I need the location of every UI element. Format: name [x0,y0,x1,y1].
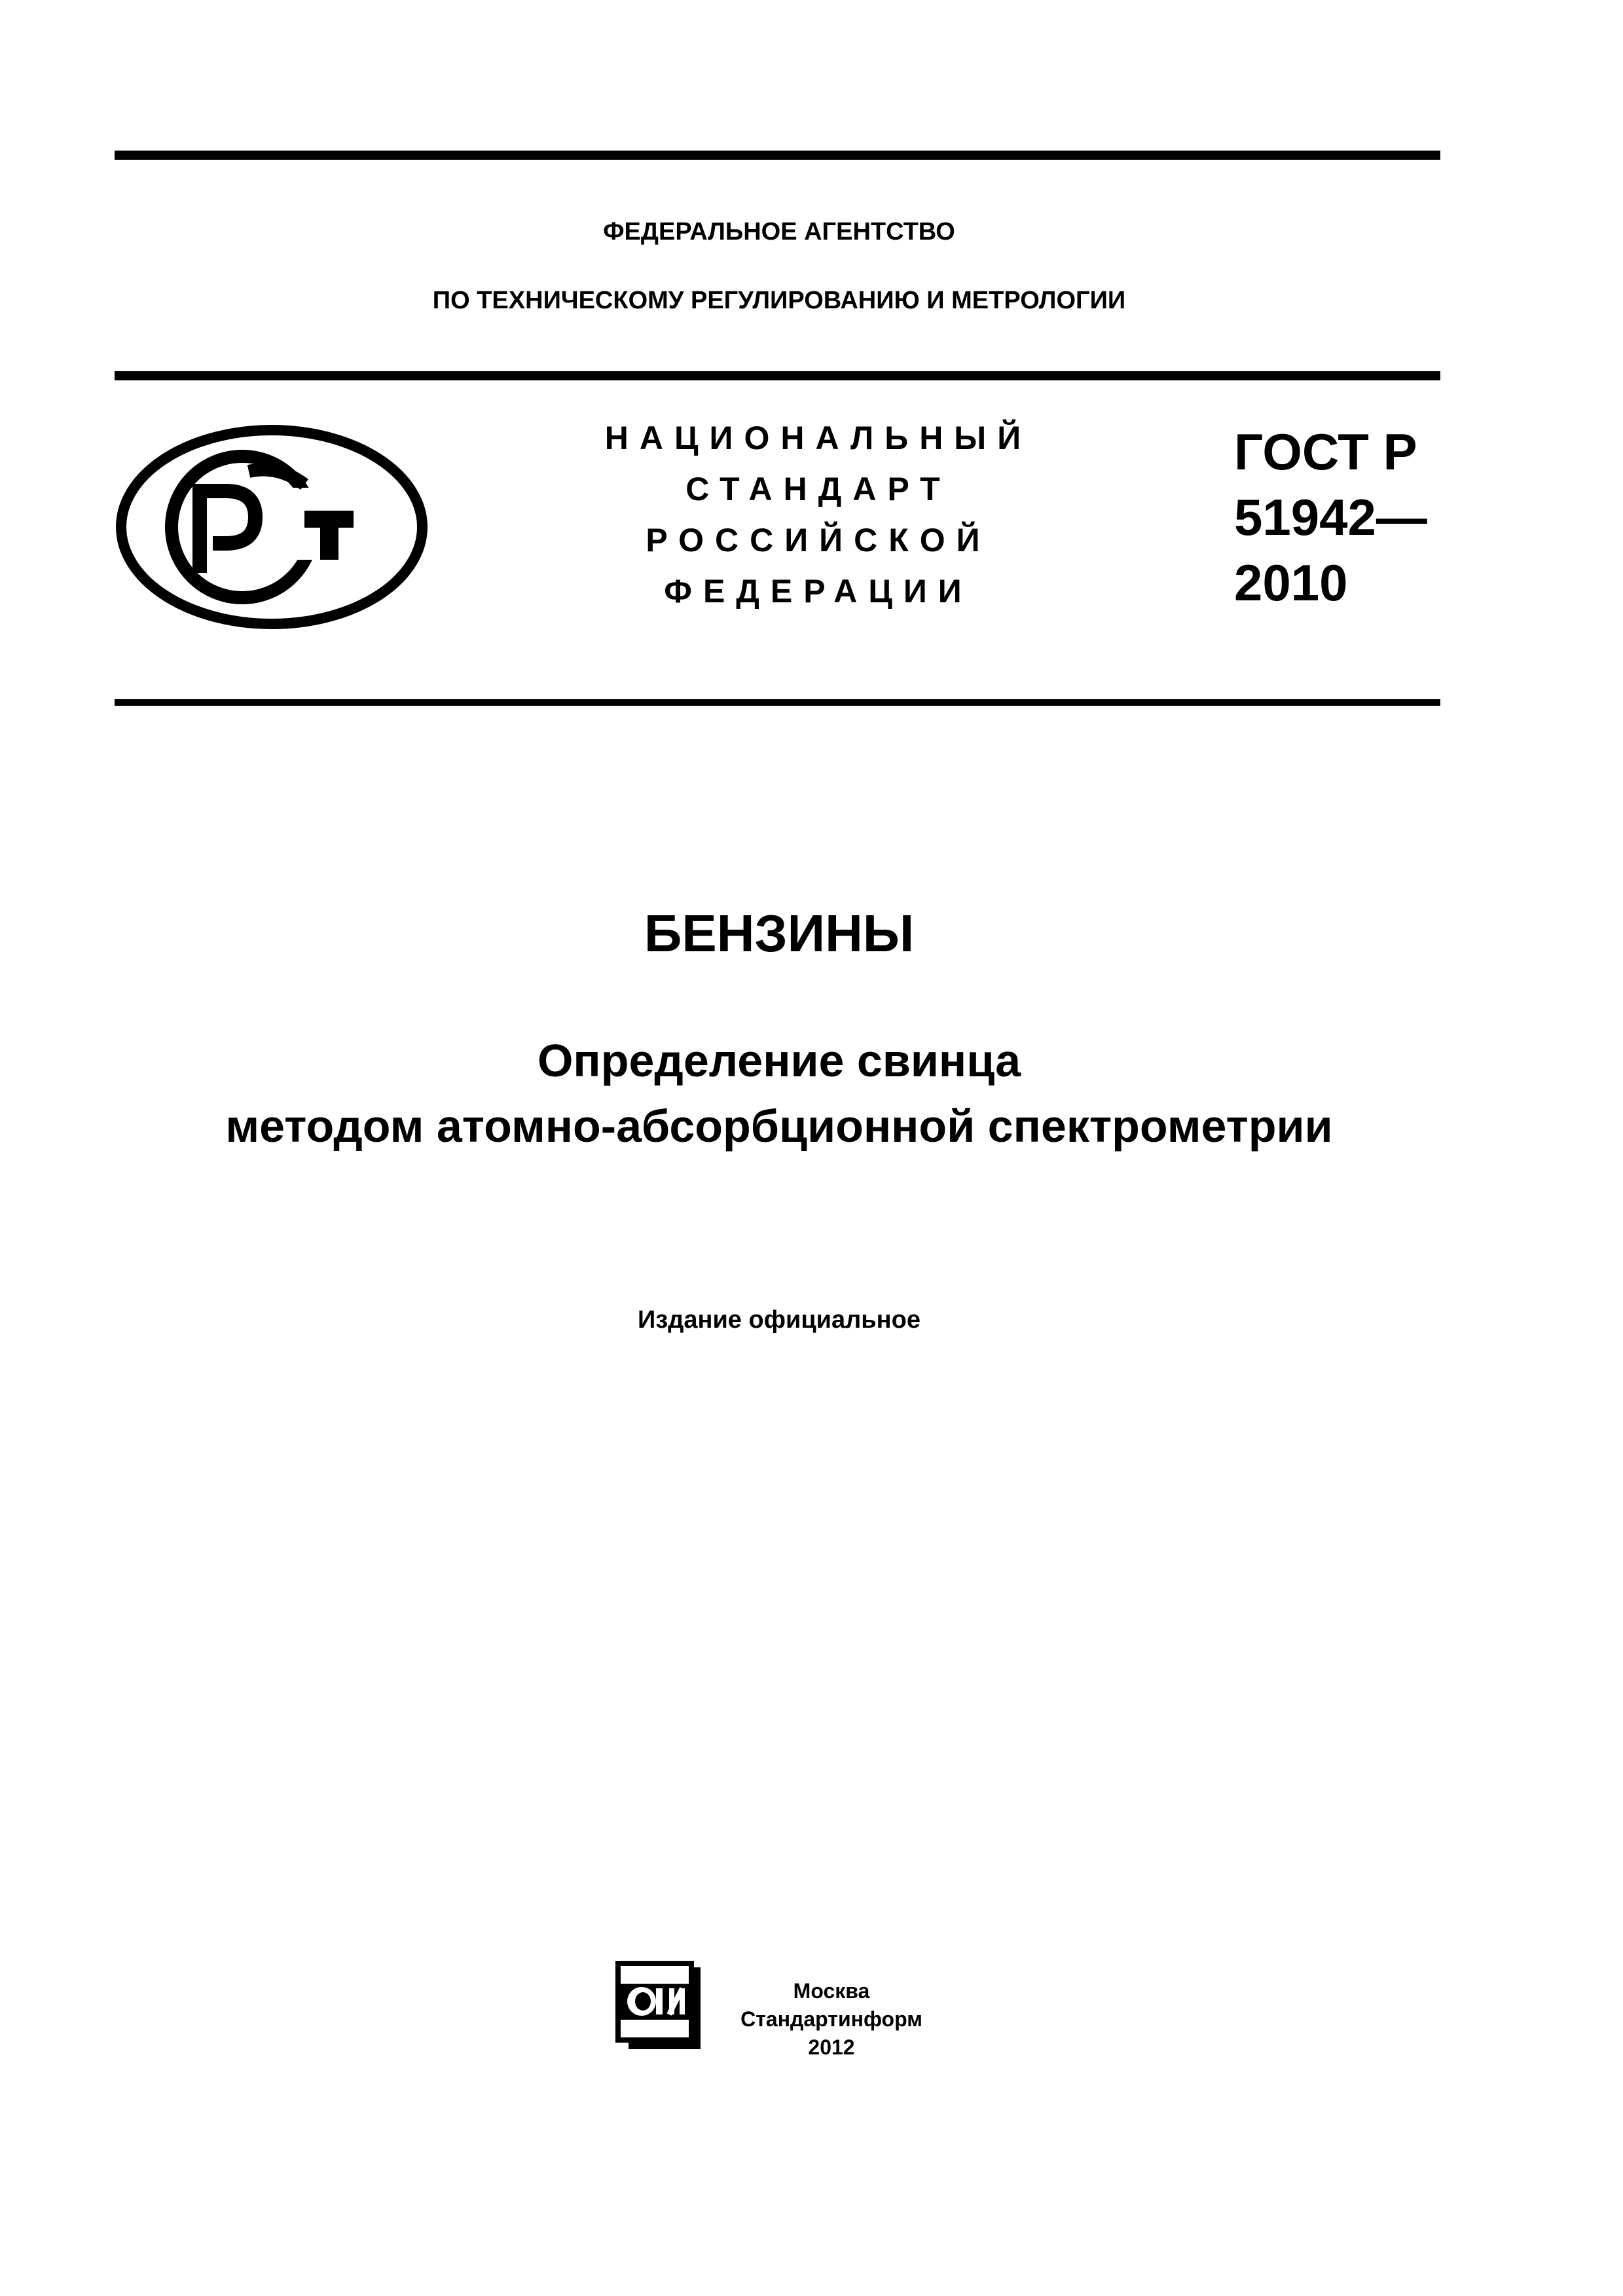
agency-line-2: ПО ТЕХНИЧЕСКОМУ РЕГУЛИРОВАНИЮ И МЕТРОЛОГИИ [432,287,1126,314]
national-standard-line-4: ФЕДЕРАЦИИ [664,573,973,610]
document-subtitle-line-2: методом атомно-абсорбционной спектрометрии [225,1101,1333,1152]
publisher-name: Стандартинформ [740,2007,922,2031]
edition-label: Издание официальное [638,1306,921,1334]
publisher-city: Москва [793,1979,870,2003]
document-title: БЕНЗИНЫ [644,904,915,962]
national-standard-line-2: СТАНДАРТ [685,471,951,507]
top-rule [115,151,1440,160]
standard-designation-line-3: 2010 [1234,554,1348,611]
agency-bottom-rule [115,371,1440,380]
standard-designation-line-1: ГОСТ Р [1234,423,1417,481]
national-standard-line-1: НАЦИОНАЛЬНЫЙ [604,420,1032,456]
header-bottom-rule [115,699,1440,706]
publisher-info [727,1977,936,2062]
national-standard-line-3: РОССИЙСКОЙ [646,522,991,558]
rst-mark-icon [115,422,429,638]
publisher-year: 2012 [808,2035,855,2059]
standard-designation [1234,419,1427,615]
standard-designation-line-2: 51942— [1234,488,1427,546]
national-standard-label [576,412,1061,617]
agency-line-1: ФЕДЕРАЛЬНОЕ АГЕНТСТВО [603,218,955,246]
document-subtitle-line-1: Определение свинца [537,1035,1021,1086]
standartinform-logo-icon [609,1954,704,2056]
